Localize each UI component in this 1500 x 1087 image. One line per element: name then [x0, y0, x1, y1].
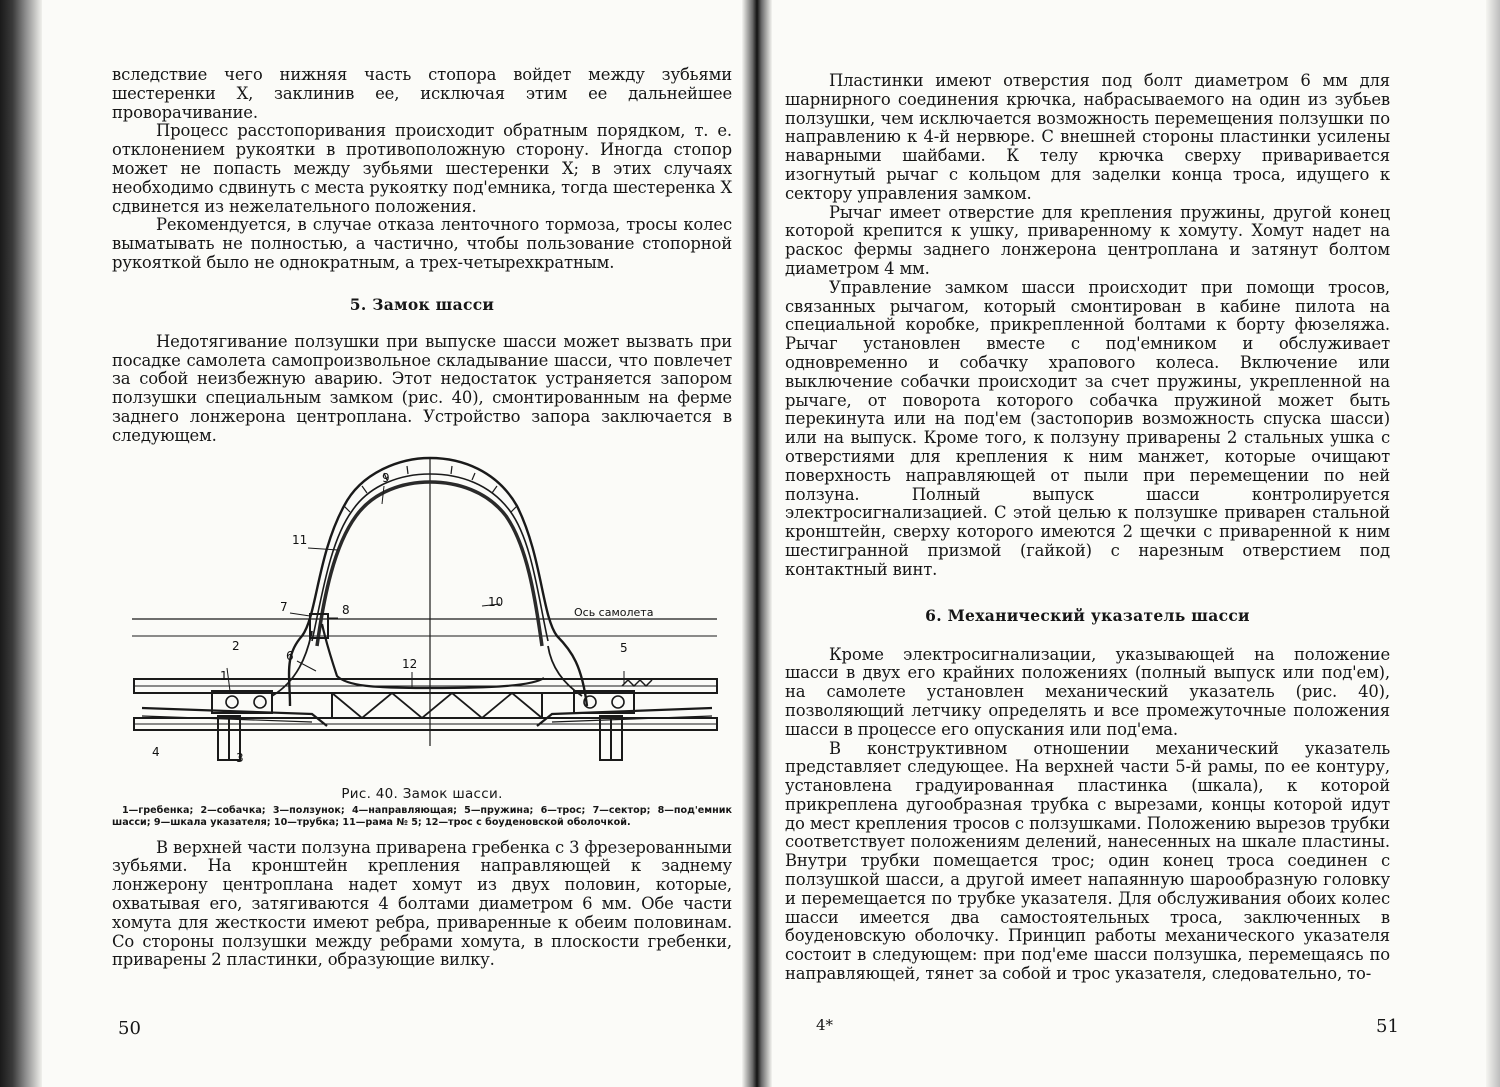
label-4: 4 [152, 744, 160, 759]
label-12: 12 [402, 656, 418, 671]
section-heading: 5. Замок шасси [349, 294, 495, 314]
axis-label: Ось самолета [574, 605, 654, 619]
label-5: 5 [620, 640, 628, 655]
figure-chassis-lock [112, 446, 732, 784]
right-page [785, 72, 1390, 984]
paragraph: Кроме электросигнализации, указывающей на положение шасси в двух его крайних положениях (полный выпуск или под'ем), на самолете установлен механический указатель (рис. 40), позволяющий летчику определять и все промежуточные положения шасси в процессе его опускания или под'ема. [785, 644, 1390, 739]
paragraph: В конструктивном отношении механический указатель представляет следующее. На верхней части 5-й рамы, по ее контуру, установлена градуированная пластинка (шкала), к которой прикреплена дугообразная трубка с вырезами, концы которой идут до мест крепления тросов с ползушками. Положению вырезов трубки соответствует положениям делений, нанесенных на шкале пластины. Внутри трубки помещается трос; один конец троса соединен с ползушкой шасси, а другой имеет напаянную шарообразную головку и перемещается по трубке указателя. Для обслуживания обоих колес шасси имеется два самостоятельных троса, заключенных в боуденовскую оболочку. Принцип работы механического указателя состоит в следующем: при под'еме шасси ползушка, перемещаясь по направляющей, тянет за собой и трос указателя, следовательно, то- [785, 738, 1390, 984]
right-page-edge-shadow [1486, 0, 1500, 1087]
label-6: 6 [286, 648, 294, 663]
label-9: 9 [382, 470, 390, 485]
paragraph: Пластинки имеют отверстия под болт диаметром 6 мм для шарнирного соединения крючка, набрасываемого на один из зубьев ползушки, чем исключается возможность перемещения ползушки по направлению к 4-й нервюре. С внешней стороны пластинки усилены наварными шайбами. К телу крючка сверху приваривается изогнутый рычаг с кольцом для заделки конца троса, идущего к сектору управления замком. [785, 71, 1390, 203]
truss-web [332, 693, 542, 718]
page-number-left: 50 [118, 1018, 141, 1039]
spring [622, 680, 652, 686]
label-1: 1 [220, 668, 228, 683]
lock-assembly-right [574, 691, 634, 713]
paragraph: Процесс расстопоривания происходит обратным порядком, т. е. отклонением рукоятки в противоположную сторону. Иногда стопор может не попасть между зубьями шестеренки X; в этих случаях необходимо сдвинуть с места рукоятку под'емника, тогда шестеренка X сдвинется из нежелательного положения. [112, 121, 732, 216]
figure-caption-legend: 1—гребенка; 2—собачка; 3—ползунок; 4—направляющая; 5—пружина; 6—трос; 7—сектор; 8—под'емник шасси; 9—шкала указателя; 10—трубка; 11—рама № 5; 12—трос с боуденовской оболочкой. [112, 804, 732, 828]
paragraph: Управление замком шасси происходит при помощи тросов, связанных рычагом, который смонтирован в кабине пилота на специальной коробке, прикрепленной болтами к борту фюзеляжа. Рычаг установлен вместе с под'емником и обслуживает одновременно и собачку храпового колеса. Включение или выключение собачки происходит за счет пружины, укрепленной на рычаге, от поворота которого собачка пружиной может быть перекинута или на под'ем (застопорив возможность спуска шасси) или на выпуск. Кроме того, к ползуну приварены 2 стальных ушка с отверстиями для крепления к ним манжет, которые очищают поверхность направляющей от пыли при перемещении по ней ползуна. Полный выпуск шасси контролируется электросигнализацией. С этой целью к ползушке приварен стальной кронштейн, сверху которого имеются 2 щечки с приваренной к ним шестигранной призмой (гайкой) с нарезным отверстием под контактный винт. [785, 277, 1390, 579]
label-11: 11 [292, 532, 308, 547]
book-gutter [742, 0, 772, 1087]
paragraph: В верхней части ползуна приварена гребенка с 3 фрезерованными зубьями. На кронштейн крепления направляющей к заднему лонжерону центроплана надет хомут из двух половин, которые, охватывая его, затягиваются 4 болтами диаметром 6 мм. Обе части хомута для жесткости имеют ребра, приваренные к обеим половинам. Со стороны ползушки между ребрами хомута, в плоскости гребенки, приварены 2 пластинки, образующие вилку. [112, 837, 732, 970]
label-3: 3 [236, 750, 244, 765]
right-cable [548, 646, 582, 696]
chassis-lock-diagram [112, 446, 732, 784]
left-page-edge-shadow [0, 0, 42, 1087]
paragraph: вследствие чего нижняя часть стопора войдет между зубьями шестеренки X, заклинив ее, исключая этим ее дальнейшее проворачивание. [112, 65, 732, 122]
paragraph: Недотягивание ползушки при выпуске шасси может вызвать при посадке самолета самопроизвольное складывание шасси, что повлечет за собой неизбежную аварию. Этот недостаток устраняется запором ползушки специальным замком (рис. 40), смонтированным на ферме заднего лонжерона центроплана. Устройство запора заключается в следующем. [112, 331, 732, 445]
label-2: 2 [232, 638, 240, 653]
figure-caption-title: Рис. 40. Замок шасси. [341, 785, 503, 802]
paragraph: Рекомендуется, в случае отказа ленточного тормоза, тросы колес выматывать не полностью, а частично, чтобы пользование стопорной рукояткой было не однократным, а трех-четырехкратным. [112, 215, 732, 272]
label-7: 7 [280, 599, 288, 614]
left-page [112, 66, 732, 970]
paragraph: Рычаг имеет отверстие для крепления пружины, другой конец которой крепится к ушку, приваренному к хомуту. Хомут надет на раскос фермы заднего лонжерона центроплана и затянут болтом диаметром 4 мм. [785, 202, 1390, 278]
label-10: 10 [488, 594, 504, 609]
section-heading: 6. Механический указатель шасси [925, 605, 1250, 625]
signature-mark: 4* [816, 1016, 834, 1034]
label-8: 8 [342, 602, 350, 617]
page-number-right: 51 [1376, 1016, 1399, 1037]
